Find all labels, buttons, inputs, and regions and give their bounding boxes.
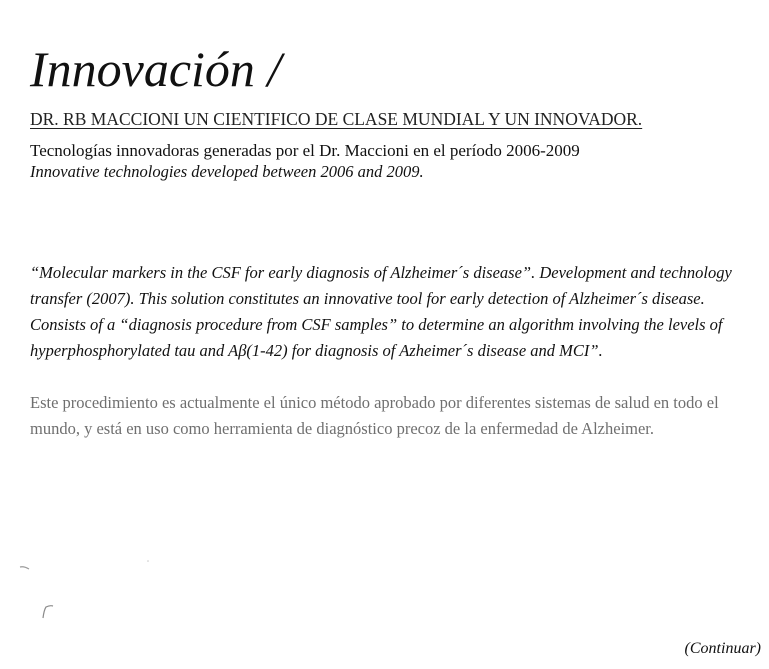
page-subtitle: DR. RB MACCIONI UN CIENTIFICO DE CLASE MUNDIAL Y UN INNOVADOR. [30, 109, 643, 129]
decorative-speck [144, 557, 152, 565]
decorative-speck [18, 562, 32, 572]
decorative-speck [38, 602, 56, 622]
intro-spanish: Tecnologías innovadoras generadas por el Dr. Maccioni en el período 2006-2009 [30, 141, 580, 160]
page-title: Innovación / [30, 41, 282, 97]
intro-english: Innovative technologies developed between 2006 and 2009. [30, 162, 424, 181]
note-line: mundo, y está en uso como herramienta de diagnóstico precoz de la enfermedad de Alzheimer. [30, 419, 655, 438]
continue-link[interactable]: (Continuar) [684, 640, 761, 657]
description-line: Consists of a “diagnosis procedure from CSF samples” to determine an algorithm involving the levels of [30, 315, 723, 334]
description-line: hyperphosphorylated tau and Aβ(1-42) for diagnosis of Azheimer´s disease and MCI”. [30, 341, 603, 360]
note-line: Este procedimiento es actualmente el único método aprobado por diferentes sistemas de salud en todo el [30, 393, 719, 412]
description-line: “Molecular markers in the CSF for early diagnosis of Alzheimer´s disease”. Development and technology [30, 263, 732, 282]
description-line: transfer (2007). This solution constitutes an innovative tool for early detection of Alzheimer´s disease. [30, 289, 705, 308]
